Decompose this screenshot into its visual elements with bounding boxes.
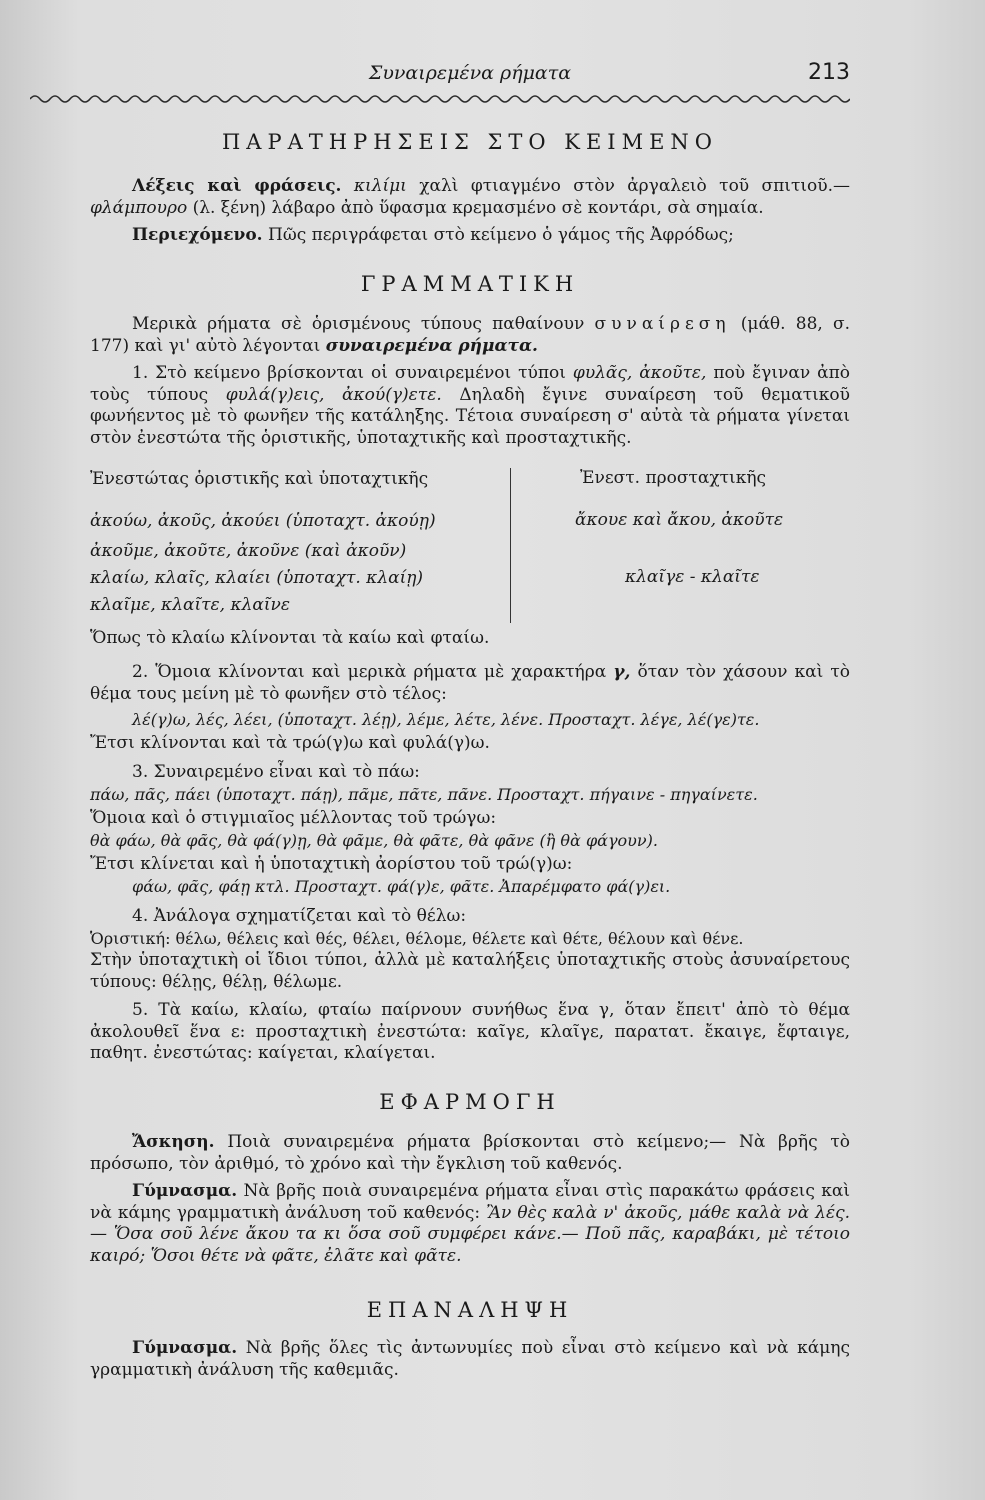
grammar-intro-bold: συναιρεμένα ρήματα. (325, 335, 538, 356)
section-heading-grammar: ΓΡΑΜΜΑΤΙΚΗ (360, 272, 580, 296)
table-row (90, 594, 290, 617)
p4-heading-line: 4. Ἀνάλογα σχηματίζεται καὶ τὸ θέλω: (132, 906, 467, 926)
gymnasma-paragraph (90, 1181, 850, 1267)
section-heading-review: ΕΠΑΝΑΛΗΨΗ (366, 1298, 574, 1322)
p3-future-line: θὰ φάω, θὰ φᾶς, θὰ φά(γ)ῃ, θὰ φᾶμε, θὰ φᾶτε, θὰ φᾶνε (ἢ θὰ φάγουν). (90, 831, 658, 850)
table-row (625, 567, 760, 587)
table-left-row-1: ἀκούω, ἀκοῦς, ἀκούει (ὑποταχτ. ἀκούῃ) (90, 511, 436, 531)
p4-subjunctive (90, 950, 850, 993)
p1-italic-1: φυλᾶς, ἀκοῦτε, (572, 363, 707, 383)
p5-block (90, 1000, 850, 1065)
table-divider (510, 468, 511, 623)
grammar-paragraph-2 (90, 662, 850, 705)
grammar-intro-b: (μάθ. 88, σ. 177) καὶ γι' αὐτὸ λέγονται (90, 314, 850, 356)
table-right-header: Ἐνεστ. προσταχτικῆς (580, 468, 767, 488)
table-left-row-4: κλαῖμε, κλαῖτε, κλαῖνε (90, 595, 290, 615)
review-body (90, 1338, 850, 1381)
p2-paragraph (90, 662, 850, 705)
page-number: 213 (808, 60, 850, 85)
p2-conjugation-line: λέ(γ)ω, λές, λέει, (ὑποταχτ. λέῃ), λέμε, λέτε, λένε. Προσταχτ. λέγε, λέ(γε)τε. (132, 710, 760, 729)
table-left-row-3: κλαίω, κλαῖς, κλαίει (ὑποταχτ. κλαίῃ) (90, 568, 424, 588)
askisi-text: Ποιὰ συναιρεμένα ρήματα βρίσκονται στὸ κείμενο;— Νὰ βρῆς τὸ πρόσωπο, τὸν ἀριθμό, τὸ χρόνο καὶ τὴν ἔγκλιση τοῦ καθενός. (90, 1132, 850, 1174)
section-review (90, 1298, 850, 1322)
grammar-intro (90, 314, 850, 357)
p1-c: Δηλαδὴ ἔγινε συναίρεση τοῦ θεματικοῦ φωνήεντος μὲ τὸ φωνῆεν τῆς κατάληξης. Τέτοια συναίρεση σ' αὐτὰ τὰ ρήματα γίνεται στὸν ἐνεστώτα τῆς ὁριστικῆς, ὑποταχτικῆς καὶ προσταχτικῆς. (90, 384, 850, 448)
review-gymnasma-label: Γύμνασμα. (132, 1338, 238, 1358)
p3-omoia-line: Ὅμοια καὶ ὁ στιγμιαῖος μέλλοντας τοῦ τρώγω: (90, 808, 497, 828)
table-row (90, 540, 406, 563)
grammar-intro-term: συναίρεση (594, 314, 731, 334)
p4-conjugation-line: Ὁριστική: θέλω, θέλεις καὶ θές, θέλει, θέλομε, θέλετε καὶ θέτε, θέλουν καὶ θένε. (90, 929, 744, 948)
running-head-title: Συναιρεμένα ρήματα (368, 62, 572, 84)
table-left-header: Ἐνεστώτας ὁριστικῆς καὶ ὑποταχτικῆς (90, 469, 429, 489)
opos-line: Ὅπως τὸ κλαίω κλίνονται τὰ καίω καὶ φταίω. (90, 628, 490, 648)
p4-subjunctive-paragraph: Στὴν ὑποταχτικὴ οἱ ἴδιοι τύποι, ἀλλὰ μὲ καταλήξεις ὑποταχτικῆς στοὺς ἀσυναίρετους τύπους: θέλῃς, θέλῃ, θέλωμε. (90, 950, 850, 992)
section-heading-application: ΕΦΑΡΜΟΓΗ (379, 1090, 561, 1114)
periexomeno-text: Πῶς περιγράφεται στὸ κείμενο ὁ γάμος τῆς Ἀφρόδως; (262, 225, 734, 245)
askisi-label: Ἄσκηση. (132, 1132, 215, 1152)
gymnasma-italic: Ἂν θὲς καλὰ ν' ἀκοῦς, μάθε καλὰ νὰ λές.— Ὅσα σοῦ λένε ἄκου τα κι ὅσα σοῦ συμφέρει κάνε.— Ποῦ πᾶς, καραβάκι, μὲ τέτοιο καιρό; Ὅσοι θέτε νὰ φᾶτε, ἐλᾶτε καὶ φᾶτε. (90, 1202, 850, 1266)
lexeis-text-2: (λ. ξένη) λάβαρο ἀπὸ ὕφασμα κρεμασμένο σὲ κοντάρι, σὰ σημαία. (187, 197, 764, 218)
table-row (90, 567, 423, 590)
lexeis-word-2: φλάμπουρο (90, 197, 188, 218)
p1-a: 1. Στὸ κείμενο βρίσκονται οἱ συναιρεμένοι τύποι (132, 363, 573, 383)
p2-etsi-line: Ἔτσι κλίνονται καὶ τὰ τρώ(γ)ω καὶ φυλά(γ)ω. (90, 733, 490, 753)
p1-b: ποὺ ἔγιναν ἀπὸ τοὺς τύπους (90, 363, 850, 405)
grammar-body (90, 314, 850, 449)
observations-body (90, 176, 850, 247)
section-application (90, 1090, 850, 1114)
periexomeno-label: Περιεχόμενο. (132, 225, 263, 245)
p2-a: 2. Ὅμοια κλίνονται καὶ μερικὰ ρήματα μὲ χαρακτήρα (132, 662, 614, 682)
gymnasma-text: Νὰ βρῆς ποιὰ συναιρεμένα ρήματα εἶναι στὶς παρακάτω φράσεις καὶ νὰ κάμης γραμματικὴ ἀνάλυση τοῦ καθενός: (90, 1181, 850, 1223)
lexeis-word-1: κιλίμι (353, 176, 407, 196)
p2-bold: γ, (613, 662, 631, 682)
grammar-paragraph-1 (90, 363, 850, 449)
gymnasma-label: Γύμνασμα. (132, 1181, 238, 1201)
application-body (90, 1132, 850, 1267)
table-right-row-2: κλαῖγε - κλαῖτε (625, 567, 760, 587)
table-left-row-2: ἀκοῦμε, ἀκοῦτε, ἀκοῦνε (καὶ ἀκοῦν) (90, 541, 407, 561)
lexeis-text-1: χαλὶ φτιαγμένο στὸν ἀργαλειὸ τοῦ σπιτιοῦ.— (406, 176, 851, 196)
p3-etsi-line: Ἔτσι κλίνεται καὶ ἡ ὑποταχτικὴ ἀορίστου τοῦ τρώ(γ)ω: (90, 854, 573, 874)
section-observations (90, 130, 850, 154)
review-gymnasma-paragraph (90, 1338, 850, 1381)
lexeis-paragraph (90, 176, 850, 219)
p5-paragraph: 5. Τὰ καίω, κλαίω, φταίω παίρνουν συνήθως ἕνα γ, ὅταν ἔπειτ' ἀπὸ τὸ θέμα ἀκολουθεῖ ἕνα ε: προσταχτικὴ ἐνεστώτα: καῖγε, κλαῖγε, παρατατ. ἔκαιγε, ἔφταιγε, παθητ. ἐνεστώτας: καίγεται, κλαίγεται. (90, 1000, 850, 1063)
grammar-intro-a: Μερικὰ ρήματα σὲ ὁρισμένους τύπους παθαίνουν (132, 314, 595, 334)
table-right-row-1: ἄκουε καὶ ἄκου, ἀκοῦτε (575, 510, 784, 530)
askisi-paragraph (90, 1132, 850, 1175)
periexomeno-paragraph (90, 225, 850, 247)
wavy-rule-ornament (30, 92, 850, 106)
table-row (90, 510, 436, 533)
review-gymnasma-text: Νὰ βρῆς ὅλες τὶς ἀντωνυμίες ποὺ εἶναι στὸ κείμενο καὶ νὰ κάμης γραμματικὴ ἀνάλυση τῆς καθεμιᾶς. (90, 1338, 850, 1380)
p3-aorist-line: φάω, φᾶς, φάῃ κτλ. Προσταχτ. φά(γ)ε, φᾶτε. Ἀπαρέμφατο φά(γ)ει. (132, 877, 671, 896)
conjugation-table (90, 468, 850, 628)
lexeis-label: Λέξεις καὶ φράσεις. (132, 176, 342, 196)
section-grammar (90, 272, 850, 296)
p2-c: ὅταν τὸν χάσουν καὶ τὸ θέμα τους μείνη μὲ τὸ φωνῆεν στὸ τέλος: (90, 662, 850, 704)
p3-conjugation-line: πάω, πᾶς, πάει (ὑποταχτ. πάῃ), πᾶμε, πᾶτε, πᾶνε. Προσταχτ. πήγαινε - πηγαίνετε. (90, 785, 758, 804)
p1-italic-2: φυλά(γ)εις, ἀκού(γ)ετε. (225, 384, 442, 405)
p3-heading-line: 3. Συναιρεμένο εἶναι καὶ τὸ πάω: (132, 762, 420, 782)
section-heading-observations: ΠΑΡΑΤΗΡΗΣΕΙΣ ΣΤΟ ΚΕΙΜΕΝΟ (221, 130, 719, 154)
table-row (575, 510, 783, 530)
